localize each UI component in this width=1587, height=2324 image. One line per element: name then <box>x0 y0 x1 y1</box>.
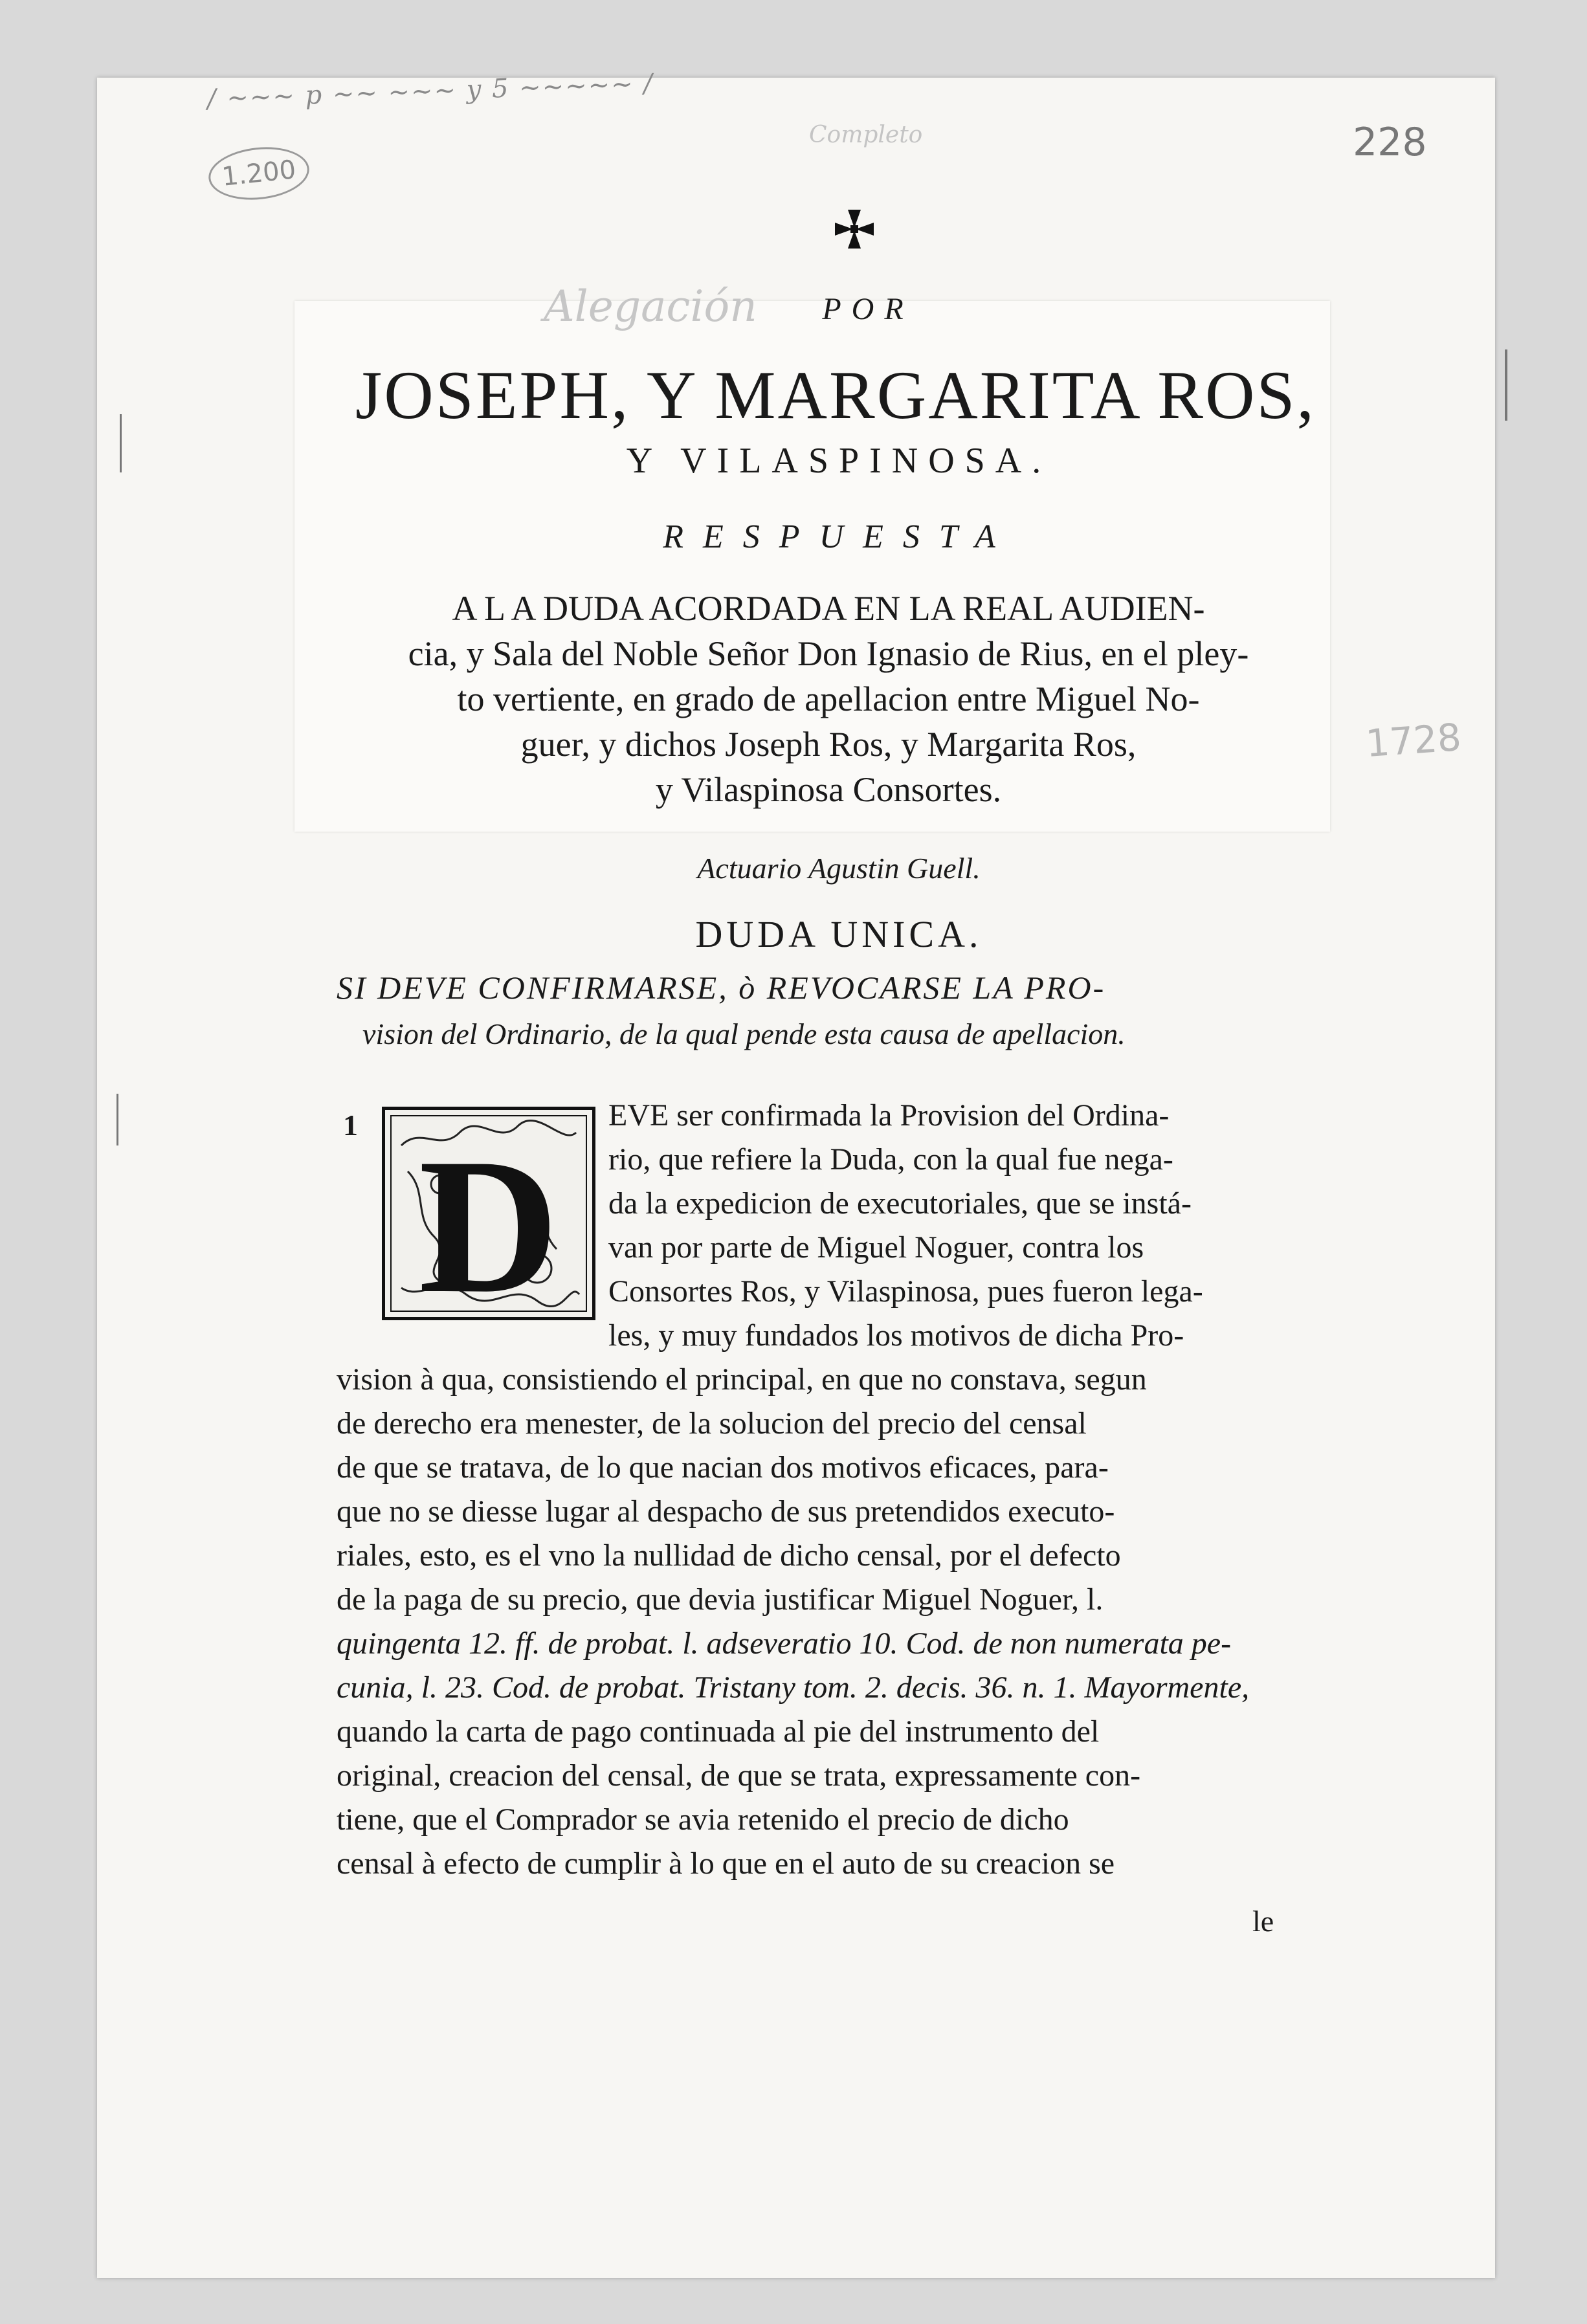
faint-pencil-note: Completo <box>809 122 923 148</box>
body-line: tiene, que el Comprador se avia retenido el precio de dicho <box>337 1802 1069 1837</box>
duda-unica-title: DUDA UNICA. <box>695 913 982 955</box>
heading-line: guer, y dichos Joseph Ros, y Margarita Ros, <box>520 725 1137 764</box>
title-surname: Y VILASPINOSA. <box>626 441 1052 481</box>
folio-number: 228 <box>1353 120 1427 165</box>
marginal-scrawl: / ~~~ p ~~ ~~~ y 5 ~~~~~ / <box>206 68 654 115</box>
cross-patee-icon <box>834 208 875 250</box>
catchword: le <box>1252 1905 1274 1938</box>
price-circle: 1.200 <box>206 142 312 205</box>
body-paragraph <box>337 1094 1320 1886</box>
subject-heading <box>343 586 1314 812</box>
body-line: les, y muy fundados los motivos de dicha Pro- <box>608 1318 1184 1353</box>
heading-line: y Vilaspinosa Consortes. <box>655 770 1002 809</box>
body-line-citation: quingenta 12. ff. de probat. l. adseveratio 10. Cod. de non numerata pe- <box>337 1626 1232 1661</box>
paragraph-number: 1 <box>343 1109 358 1142</box>
title-names: JOSEPH, Y MARGARITA ROS, <box>355 357 1316 433</box>
body-line: censal à efecto de cumplir à lo que en el auto de su creacion se <box>337 1846 1115 1881</box>
body-line: vision à qua, consistiendo el principal, en que no constava, segun <box>337 1362 1147 1397</box>
body-line: riales, esto, es el vno la nullidad de dicho censal, por el defecto <box>337 1538 1121 1573</box>
body-line: de la paga de su precio, que devia justificar Miguel Noguer, l. <box>337 1582 1104 1617</box>
heading-line: cia, y Sala del Noble Señor Don Ignasio de Rius, en el pley- <box>408 634 1249 673</box>
body-line: Consortes Ros, y Vilaspinosa, pues fueron lega- <box>608 1274 1203 1309</box>
heading-line: to vertiente, en grado de apellacion entre Miguel No- <box>457 680 1200 718</box>
body-line: da la expedicion de executoriales, que se instá- <box>608 1186 1192 1221</box>
question-text <box>337 964 1320 1057</box>
slip-pencil-note: Alegación <box>544 282 757 331</box>
side-pencil-number: 1728 <box>1364 714 1463 766</box>
actuario-line: Actuario Agustin Guell. <box>697 852 981 885</box>
body-line: que no se diesse lugar al despacho de sus pretendidos executo- <box>337 1494 1115 1529</box>
dropcap-letter: D <box>418 1118 559 1320</box>
body-line: rio, que refiere la Duda, con la qual fue nega- <box>608 1142 1173 1177</box>
body-line: quando la carta de pago continuada al pie del instrumento del <box>337 1714 1100 1749</box>
heading-line: A L A DUDA ACORDADA EN LA REAL AUDIEN- <box>452 589 1205 628</box>
body-line-citation: cunia, l. 23. Cod. de probat. Tristany tom. 2. decis. 36. n. 1. Mayormente, <box>337 1670 1250 1705</box>
por-heading: POR <box>822 292 914 326</box>
question-line: SI DEVE CONFIRMARSE, ò REVOCARSE LA PRO- <box>337 969 1106 1006</box>
body-line: de que se tratava, de lo que nacian dos motivos eficaces, para- <box>337 1450 1109 1485</box>
question-line: vision del Ordinario, de la qual pende esta causa de apellacion. <box>362 1017 1126 1050</box>
body-line: original, creacion del censal, de que se trata, expressamente con- <box>337 1758 1141 1793</box>
respuesta-heading: RESPUESTA <box>663 518 1015 555</box>
spine-mark <box>117 1094 118 1145</box>
body-line: EVE ser confirmada la Provision del Ordina- <box>608 1098 1170 1133</box>
body-line: de derecho era menester, de la solucion del precio del censal <box>337 1406 1087 1441</box>
body-line: van por parte de Miguel Noguer, contra los <box>608 1230 1144 1265</box>
